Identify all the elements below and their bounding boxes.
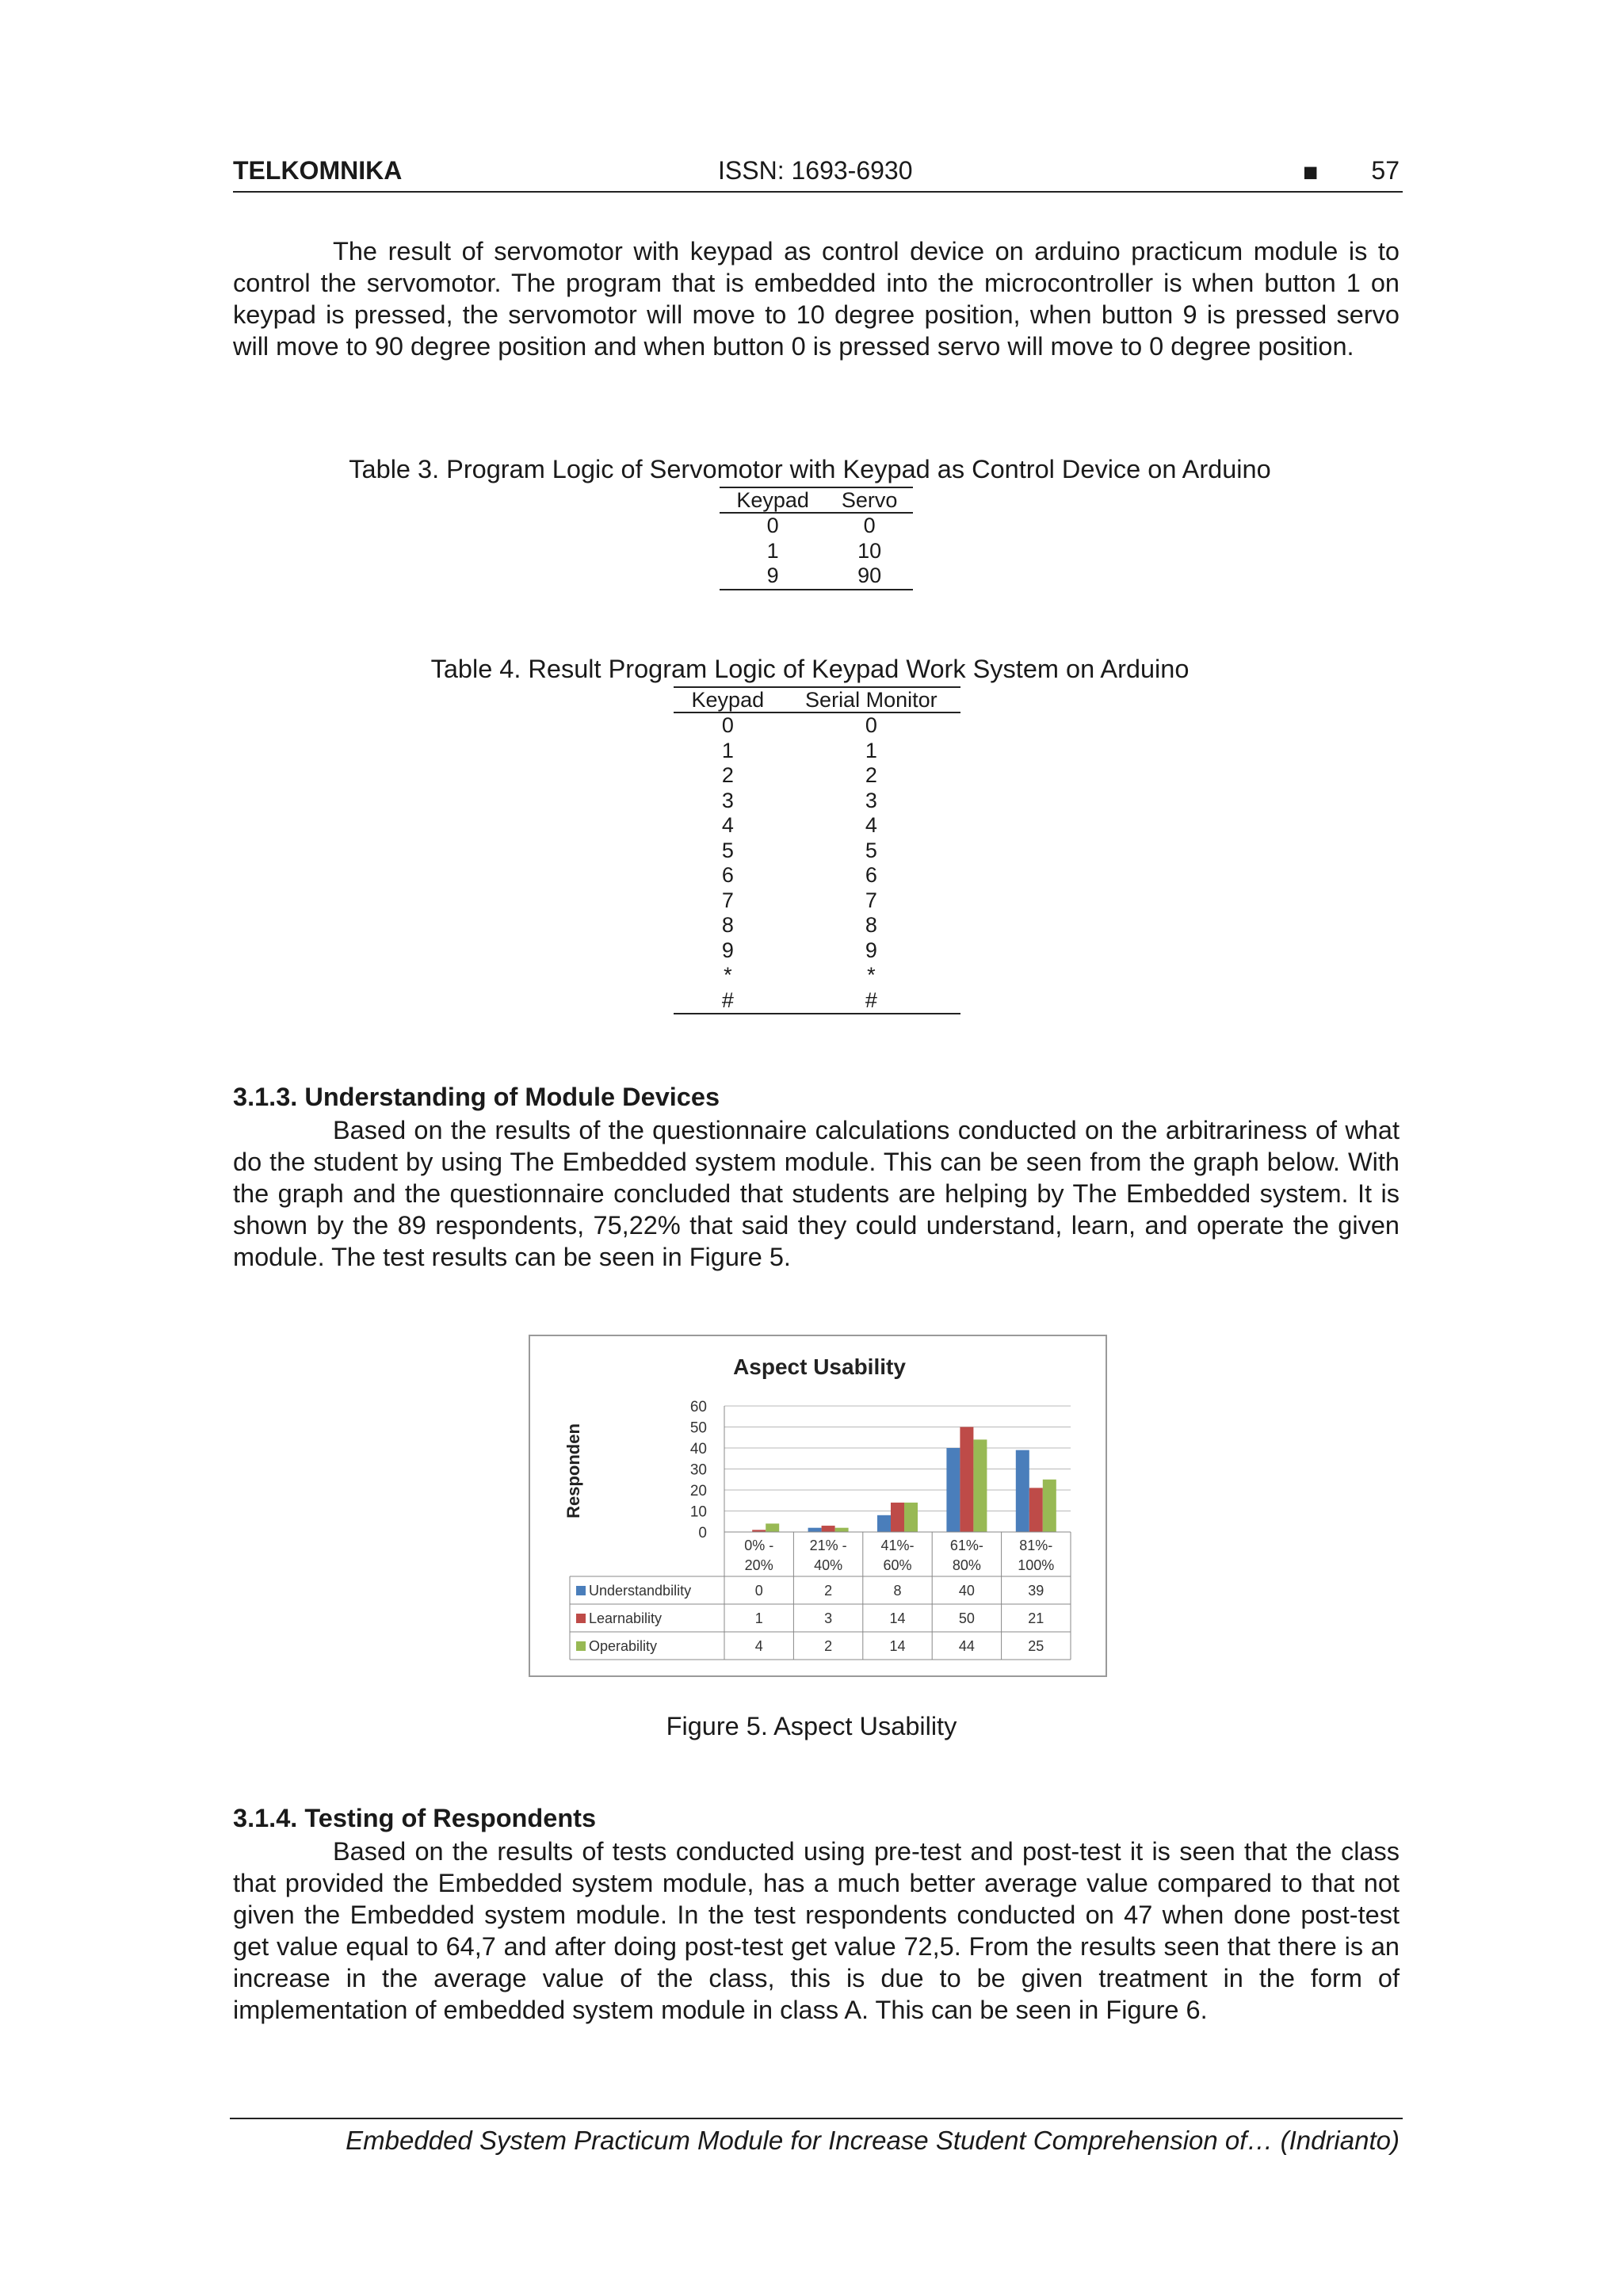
data-label: 14 (889, 1638, 906, 1654)
x-category-label: 21% - (809, 1538, 847, 1553)
table-row (720, 563, 913, 590)
y-tick-label: 30 (689, 1461, 707, 1479)
table-cell: 7 (865, 888, 877, 912)
table-cell: 9 (865, 938, 877, 962)
table3-caption: Table 3. Program Logic of Servomotor with Keypad as Control Device on Arduino (349, 455, 1271, 483)
chart-title: Aspect Usability (733, 1354, 906, 1379)
data-label: 0 (754, 1583, 763, 1599)
intro-paragraph: The result of servomotor with keypad as control device on arduino practicum module is to control the servomotor. The program that is embedded into the microcontroller is when button 1 on keypad is pressed, the servomotor will move to 10 degree position, when button 9 is pressed servo will move to 90 degree position and when button 0 is pressed servo will move to 0 degree position. (233, 237, 1400, 361)
page-number: 57 (1371, 156, 1400, 185)
table-cell: 0 (863, 514, 876, 537)
table-cell: * (724, 963, 732, 987)
x-category-label: 60% (883, 1557, 912, 1573)
table-row (674, 963, 960, 988)
table-cell: 0 (721, 713, 734, 737)
x-category-label: 40% (814, 1557, 843, 1573)
table-cell: 9 (720, 563, 826, 590)
table-cell: 6 (865, 863, 877, 887)
data-label: 44 (958, 1638, 975, 1654)
bar-learnability-4 (1029, 1488, 1043, 1532)
data-label: 2 (824, 1638, 833, 1654)
table-cell: 6 (721, 863, 734, 887)
table-row (674, 712, 960, 739)
table3 (720, 487, 913, 590)
x-category-label: 100% (1018, 1557, 1055, 1573)
section-313-heading: 3.1.3. Understanding of Module Devices (233, 1083, 720, 1111)
bar-learnability-3 (960, 1427, 973, 1533)
bar-operability-4 (1043, 1480, 1056, 1532)
data-label: 2 (824, 1583, 833, 1599)
table-cell: 4 (721, 813, 734, 837)
table-row (674, 913, 960, 938)
table-cell: 4 (865, 813, 877, 837)
bar-learnability-2 (891, 1503, 904, 1532)
chart-ylabel: Responden (563, 1423, 583, 1519)
data-label: 40 (958, 1583, 975, 1599)
table3-header-keypad: Keypad (720, 487, 826, 513)
bar-operability-0 (766, 1523, 779, 1532)
x-category-label: 0% - (744, 1538, 774, 1553)
table-cell: 10 (857, 538, 882, 563)
legend-label-operability: Operability (589, 1638, 658, 1654)
data-label: 3 (824, 1610, 833, 1626)
y-tick-label: 10 (689, 1503, 707, 1521)
x-category-label: 81%- (1019, 1538, 1053, 1553)
data-label: 50 (958, 1610, 975, 1626)
x-category-label: 20% (744, 1557, 773, 1573)
table-cell: 3 (721, 788, 734, 812)
table-cell: 1 (865, 738, 877, 762)
table-row (674, 888, 960, 914)
legend-swatch-learnability (576, 1614, 586, 1623)
legend-swatch-understandbility (576, 1586, 586, 1595)
section-314-heading: 3.1.4. Testing of Respondents (233, 1804, 597, 1832)
bar-understandbility-1 (808, 1528, 822, 1532)
bar-operability-1 (835, 1528, 849, 1532)
issn: ISSN: 1693-6930 (718, 156, 913, 185)
table-cell: # (782, 988, 960, 1014)
y-tick-label: 40 (689, 1441, 707, 1457)
running-header (233, 155, 1403, 193)
bar-operability-3 (973, 1439, 987, 1532)
table-cell: 1 (721, 738, 734, 762)
aspect-usability-chart (530, 1336, 1106, 1675)
y-tick-label: 50 (689, 1419, 707, 1437)
table-cell: # (674, 988, 782, 1014)
y-tick-label: 0 (698, 1525, 707, 1541)
data-label: 39 (1028, 1583, 1044, 1599)
table-cell: 0 (766, 514, 779, 537)
data-label: 1 (754, 1610, 763, 1626)
figure5-caption: Figure 5. Aspect Usability (666, 1712, 957, 1740)
table-row (674, 739, 960, 764)
data-label: 25 (1028, 1638, 1044, 1654)
header-bullet-icon: ■ (1303, 158, 1319, 186)
table-cell: 2 (721, 763, 734, 787)
table-row (720, 513, 913, 539)
table-cell: 90 (826, 563, 913, 590)
figure-5-chart (529, 1335, 1107, 1677)
data-label: 14 (889, 1610, 906, 1626)
table4-header-keypad: Keypad (674, 687, 782, 712)
table-row (674, 813, 960, 839)
table-cell: * (867, 963, 876, 987)
bar-operability-2 (904, 1503, 918, 1532)
table4 (674, 686, 960, 1014)
x-category-label: 41%- (880, 1538, 915, 1553)
table-row (674, 863, 960, 888)
table4-header-serial-monitor: Serial Monitor (782, 687, 960, 712)
table-cell: 7 (721, 888, 734, 912)
table-row (674, 839, 960, 864)
table3-header-servo: Servo (826, 487, 913, 513)
table-row (674, 988, 960, 1014)
table4-caption: Table 4. Result Program Logic of Keypad Work System on Arduino (430, 655, 1190, 683)
bar-understandbility-3 (946, 1448, 960, 1532)
legend-label-learnability: Learnability (589, 1610, 663, 1626)
x-category-label: 80% (952, 1557, 981, 1573)
bar-understandbility-4 (1016, 1450, 1029, 1532)
table-row (674, 763, 960, 789)
table-cell: 0 (865, 713, 877, 737)
y-tick-label: 60 (689, 1399, 707, 1415)
data-label: 8 (893, 1583, 902, 1599)
legend-swatch-operability (576, 1641, 586, 1651)
section-313-paragraph: Based on the results of the questionnaire calculations conducted on the arbitrariness of what do the student by using The Embedded system module. This can be seen from the graph below. With the graph and the questionnaire concluded that students are helping by The Embedded system. It is shown by the 89 respondents, 75,22% that said they could understand, learn, and operate the given module. The test results can be seen in Figure 5. (233, 1116, 1400, 1271)
table-cell: 8 (721, 913, 734, 937)
table-cell: 3 (865, 788, 877, 812)
table-cell: 2 (865, 763, 877, 787)
bar-learnability-1 (822, 1526, 835, 1532)
footer-rule (230, 2118, 1403, 2119)
table-row (674, 789, 960, 814)
running-footer: Embedded System Practicum Module for Increase Student Comprehension of… (Indrianto) (346, 2126, 1400, 2155)
table-row (674, 938, 960, 964)
table-cell: 5 (721, 838, 734, 862)
section-314-paragraph: Based on the results of tests conducted using pre-test and post-test it is seen that the class that provided the Embedded system module, has a much better average value compared to that not given the Embedded system module. In the test respondents conducted on 47 when done post-test get value equal to 64,7 and after doing post-test get value 72,5. From the results seen that there is an increase in the average value of the class, this is due to be given treatment in the form of implementation of embedded system module in class A. This can be seen in Figure 6. (233, 1837, 1400, 2024)
bar-understandbility-2 (877, 1515, 891, 1532)
data-label: 4 (754, 1638, 763, 1654)
table-cell: 5 (865, 838, 877, 862)
table-cell: 9 (721, 938, 734, 962)
y-tick-label: 20 (689, 1483, 707, 1499)
legend-label-understandbility: Understandbility (589, 1583, 692, 1599)
table-cell: 1 (766, 538, 779, 563)
journal-name: TELKOMNIKA (233, 156, 403, 185)
data-label: 21 (1028, 1610, 1044, 1626)
table-cell: 8 (865, 913, 877, 937)
table-row (720, 539, 913, 564)
x-category-label: 61%- (949, 1538, 983, 1553)
